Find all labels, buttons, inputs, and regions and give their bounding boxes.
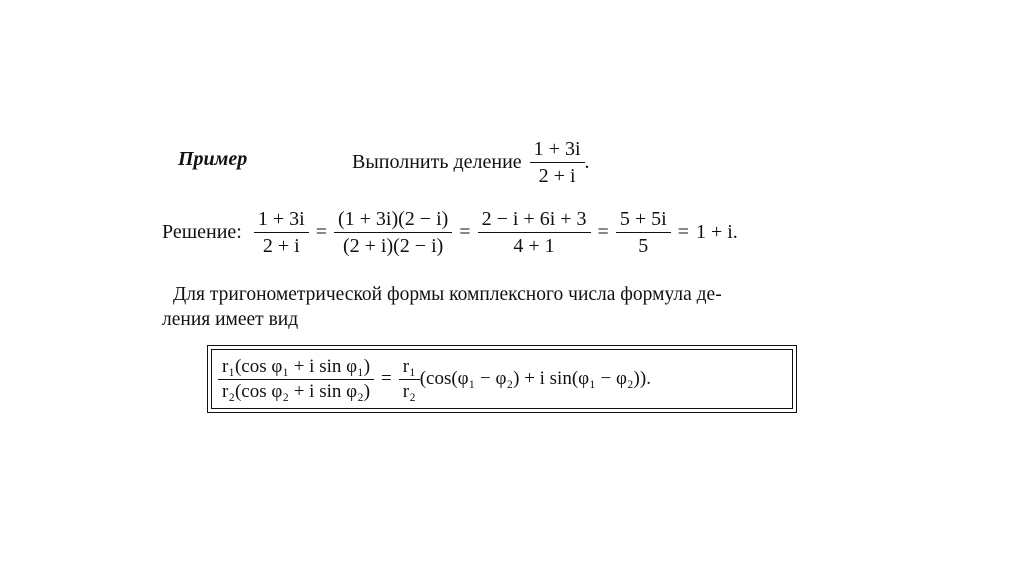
solution-fraction-4 — [616, 208, 671, 258]
solution-fraction-4-numerator: 5 + 5i — [616, 208, 671, 233]
paragraph-line-1: Для тригонометрической формы комплексного числа формула де- — [173, 284, 722, 305]
solution-fraction-4-denominator: 5 — [638, 235, 649, 258]
example-fraction — [530, 138, 585, 188]
example-task-text: Выполнить деление — [352, 151, 522, 174]
solution-fraction-1-numerator: 1 + 3i — [254, 208, 309, 233]
paragraph-line-2: ления имеет вид — [162, 309, 299, 330]
division-formula — [211, 349, 793, 409]
solution-equation — [162, 208, 738, 258]
equals-sign: = — [597, 221, 609, 244]
formula-rhs-numerator: r₁ — [399, 357, 420, 380]
solution-fraction-1-denominator: 2 + i — [262, 235, 300, 258]
example-task — [352, 138, 590, 188]
solution-fraction-3-denominator: 4 + 1 — [513, 235, 555, 258]
solution-fraction-1 — [254, 208, 309, 258]
formula-lhs-denominator: r₂(cos φ₂ + i sin φ₂) — [222, 380, 371, 402]
formula-rhs-tail: (cos(φ₁ − φ₂) + i sin(φ₁ − φ₂)). — [419, 368, 651, 389]
formula-rhs-fraction — [399, 357, 420, 402]
formula-lhs-fraction — [218, 357, 374, 402]
formula-lhs-numerator: r₁(cos φ₁ + i sin φ₁) — [218, 357, 374, 380]
solution-fraction-3-numerator: 2 − i + 6i + 3 — [478, 208, 591, 233]
formula-box — [207, 345, 797, 413]
example-period: . — [584, 151, 590, 174]
solution-fraction-2-numerator: (1 + 3i)(2 − i) — [334, 208, 452, 233]
example-fraction-denominator: 2 + i — [538, 165, 576, 188]
example-label: Пример — [178, 148, 248, 170]
solution-fraction-2-denominator: (2 + i)(2 − i) — [342, 235, 444, 258]
equals-sign: = — [315, 221, 327, 244]
example-fraction-numerator: 1 + 3i — [530, 138, 585, 163]
solution-fraction-2 — [334, 208, 452, 258]
formula-equals-sign: = — [381, 368, 392, 389]
equals-sign: = — [677, 221, 689, 244]
solution-fraction-3 — [478, 208, 591, 258]
solution-result: 1 + i. — [695, 221, 738, 244]
solution-label: Решение: — [162, 221, 242, 244]
equals-sign: = — [459, 221, 471, 244]
formula-rhs-denominator: r₂ — [402, 380, 416, 402]
